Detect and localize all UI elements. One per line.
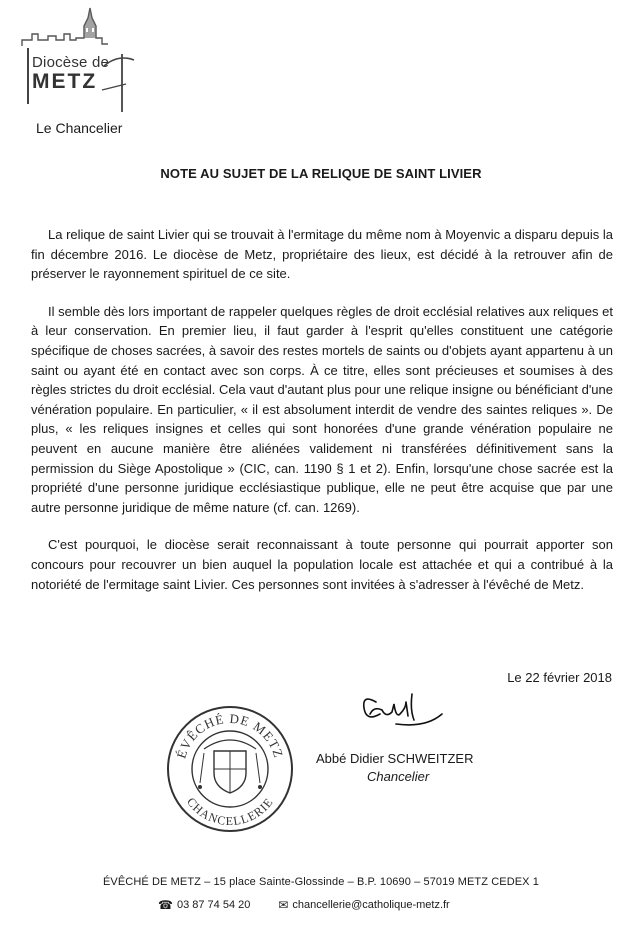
- mail-icon: ✉: [278, 898, 289, 912]
- footer-phone: [158, 898, 250, 912]
- seal-text-top: ÉVÊCHÉ DE METZ: [173, 710, 287, 761]
- phone-number: 03 87 74 54 20: [176, 899, 251, 911]
- footer-email: [278, 898, 449, 912]
- paragraph-3: C'est pourquoi, le diocèse serait reconnaissant à toute personne qui pourrait apporter son concours pour recouvrer un bien auquel la population locale est attachée et qui a contribué à la notoriété de l'ermitage saint Livier. Ces personnes sont invitées à s'adresser à l'évêché de Metz.: [31, 537, 613, 592]
- phone-icon: ☎: [158, 898, 173, 912]
- official-seal: [164, 703, 296, 835]
- paragraph-2: Il semble dès lors important de rappeler quelques règles de droit ecclésial relatives aux reliques et à leur conservation. En premier lieu, il faut garder à l'esprit qu'elles constituent une catégorie spécifique de choses sacrées, à savoir des restes mortels de saints ou d'objets ayant appartenu à un saint ou ayant été en contact avec son corps. À ce titre, elles sont précieuses et soumises à des règles strictes du droit ecclésial. Cela vaut d'autant plus pour une relique insigne ou bénéficiant d'une vénération populaire. En particulier, « il est absolument interdit de vendre des saintes reliques ». De plus, « les reliques insignes et celles qui sont honorées d'une grande vénération populaire ne peuvent en aucune manière être aliénées validement ni transférées définitivement sans la permission du Siège Apostolique » (CIC, can. 1190 § 1 et 2). Enfin, lorsqu'une chose sacrée est la propriété d'une personne juridique ecclésiastique publique, elle ne peut être acquise que par une autre personne juridique de même nature (cf. can. 1269).: [31, 303, 613, 515]
- signer-title: Chancelier: [367, 769, 430, 784]
- seal-text-bottom: CHANCELLERIE: [184, 794, 276, 829]
- document-title: NOTE AU SUJET DE LA RELIQUE DE SAINT LIVIER: [160, 166, 482, 181]
- office-label: Le Chancelier: [36, 120, 123, 136]
- document-body: [31, 225, 613, 612]
- email-address[interactable]: chancellerie@catholique-metz.fr: [292, 899, 450, 911]
- logo-line-2: METZ: [32, 70, 98, 93]
- logo-line-1: Diocèse de: [32, 54, 110, 71]
- footer-address: ÉVÊCHÉ DE METZ – 15 place Sainte-Glossinde – B.P. 10690 – 57019 METZ CEDEX 1: [103, 876, 539, 888]
- signature: [356, 684, 446, 732]
- document-date: Le 22 février 2018: [507, 670, 612, 685]
- paragraph-1: La relique de saint Livier qui se trouvait à l'ermitage du même nom à Moyenvic a disparu depuis la fin décembre 2016. Le diocèse de Metz, propriétaire des lieux, est décidé à la retrouver afin de préserver le rayonnement spirituel de ce site.: [31, 227, 613, 282]
- signer-name: Abbé Didier SCHWEITZER: [316, 751, 474, 766]
- footer-contact: [158, 898, 450, 912]
